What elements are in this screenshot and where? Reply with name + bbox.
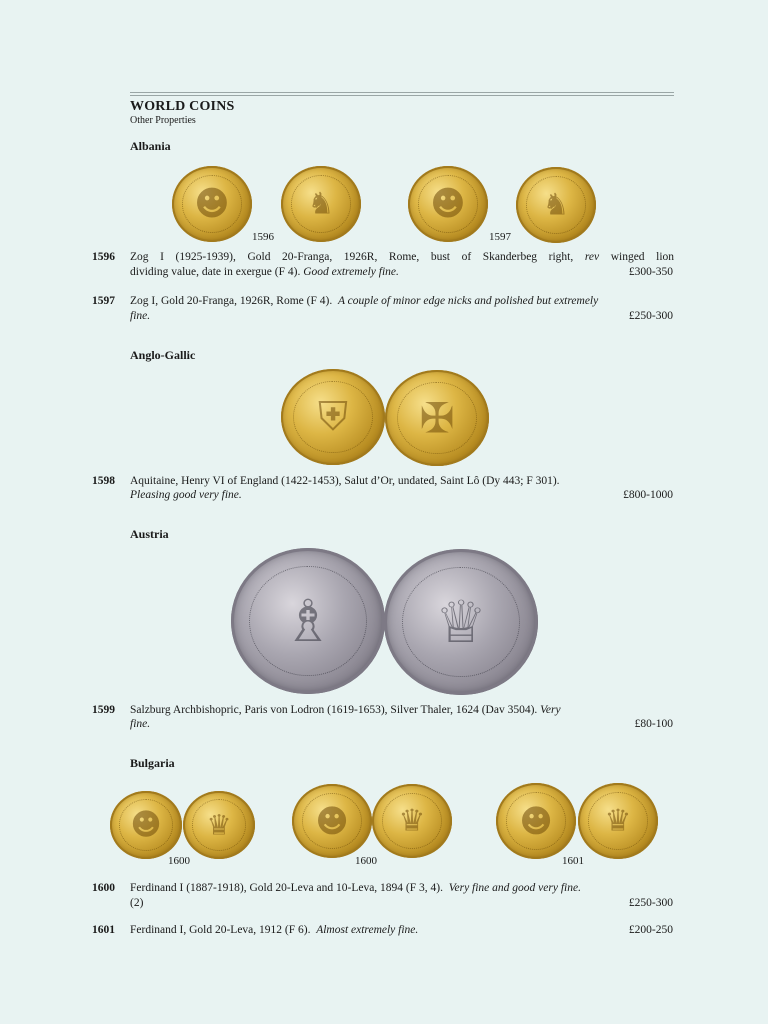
lot-1599-line-1	[130, 704, 674, 716]
lot-number-1597: 1597	[92, 295, 115, 307]
lot-1597-condition-cont: fine.	[130, 310, 151, 322]
section-austria: Austria	[130, 527, 169, 541]
coin-1600b-obverse	[292, 784, 372, 858]
winged-lion-icon: ♞	[307, 186, 335, 222]
bust-icon: ☻	[519, 802, 553, 840]
lot-1599-description: Salzburg Archbishopric, Paris von Lodron (1619-1653), Silver Thaler, 1624 (Dav 3504).	[130, 704, 538, 716]
coin-1598-reverse	[385, 370, 489, 466]
lot-1598-condition: Pleasing good very fine.	[130, 489, 242, 501]
lot-1601-line-1	[130, 924, 674, 936]
lot-1600-line-1	[130, 882, 674, 894]
image-caption-1596: 1596	[252, 231, 274, 243]
lot-1596-line-1	[130, 251, 674, 263]
section-bulgaria: Bulgaria	[130, 756, 175, 770]
coin-1601-reverse	[578, 783, 658, 859]
lot-1599-estimate: £80-100	[634, 718, 673, 730]
lot-1597-line-1	[130, 295, 674, 307]
lot-1598-line-2	[130, 489, 674, 501]
lot-number-1596: 1596	[92, 251, 115, 263]
lot-1597-condition: A couple of minor edge nicks and polished but extremely	[337, 295, 599, 307]
coin-1597-obverse	[408, 166, 488, 242]
shield-icon: ⛨	[318, 394, 348, 440]
coin-1600b-reverse	[372, 784, 452, 858]
image-caption-1601: 1601	[562, 855, 584, 867]
lot-1601-description: Ferdinand I, Gold 20-Leva, 1912 (F 6).	[130, 924, 311, 936]
coin-1600a-reverse	[183, 791, 255, 859]
crown-icon: ♛	[604, 803, 632, 839]
lot-1600-description: Ferdinand I (1887-1918), Gold 20-Leva and 10-Leva, 1894 (F 3, 4).	[130, 882, 443, 894]
bust-icon: ☻	[194, 184, 230, 224]
lot-1596-description: dividing value, date in exergue (F 4).	[130, 266, 301, 278]
lot-number-1601: 1601	[92, 924, 115, 936]
section-anglo-gallic: Anglo-Gallic	[130, 348, 196, 362]
coin-1596-reverse	[281, 166, 361, 242]
lot-number-1598: 1598	[92, 475, 115, 487]
saint-icon: ♗	[282, 587, 334, 655]
lot-1596-condition: Good extremely fine.	[303, 266, 399, 278]
crown-icon: ♛	[206, 808, 232, 842]
lot-1601-estimate: £200-250	[628, 924, 673, 936]
lot-1596-line-2	[130, 266, 674, 278]
lot-1598-line-1: Aquitaine, Henry VI of England (1422-1453), Salut d’Or, undated, Saint Lô (Dy 443; F 301).	[130, 475, 560, 487]
lot-1596-rev: rev	[584, 251, 600, 263]
bust-icon: ☻	[430, 184, 466, 224]
madonna-icon: ♕	[435, 588, 487, 656]
lot-1596-text-b: winged lion	[610, 251, 675, 263]
lot-1597-description: Zog I, Gold 20-Franga, 1926R, Rome (F 4).	[130, 295, 333, 307]
bust-icon: ☻	[130, 807, 162, 843]
lot-number-1599: 1599	[92, 704, 115, 716]
header-rule-bottom	[130, 95, 674, 96]
coin-1599-obverse	[231, 548, 385, 694]
cross-icon: ✠	[419, 393, 455, 443]
lot-1599-condition-cont: fine.	[130, 718, 151, 730]
coin-1597-reverse	[516, 167, 596, 243]
lot-1598-estimate: £800-1000	[623, 489, 673, 501]
winged-lion-icon: ♞	[542, 187, 570, 223]
lot-1600-condition: Very fine and good very fine.	[448, 882, 581, 894]
page-subtitle: Other Properties	[130, 115, 196, 126]
crown-icon: ♛	[398, 803, 426, 839]
lot-1596-estimate: £300-350	[628, 266, 673, 278]
lot-1596-text-a: Zog I (1925-1939), Gold 20-Franga, 1926R, Rome, bust of Skanderbeg right,	[130, 251, 574, 263]
coin-1601-obverse	[496, 783, 576, 859]
lot-1597-estimate: £250-300	[628, 310, 673, 322]
bust-icon: ☻	[315, 802, 349, 840]
page-title: WORLD COINS	[130, 99, 235, 114]
section-albania: Albania	[130, 139, 171, 153]
lot-1601-condition: Almost extremely fine.	[316, 924, 419, 936]
coin-1596-obverse	[172, 166, 252, 242]
lot-1600-line-2: (2)	[130, 897, 144, 909]
lot-number-1600: 1600	[92, 882, 115, 894]
lot-1599-condition: Very	[540, 704, 561, 716]
image-caption-1600-b: 1600	[355, 855, 377, 867]
lot-1599-line-2	[130, 718, 674, 730]
header-rule-top	[130, 92, 674, 93]
lot-1600-estimate: £250-300	[628, 897, 673, 909]
image-caption-1597: 1597	[489, 231, 511, 243]
coin-1598-obverse	[281, 369, 385, 465]
coin-1600a-obverse	[110, 791, 182, 859]
coin-1599-reverse	[384, 549, 538, 695]
image-caption-1600-a: 1600	[168, 855, 190, 867]
lot-1597-line-2	[130, 310, 674, 322]
